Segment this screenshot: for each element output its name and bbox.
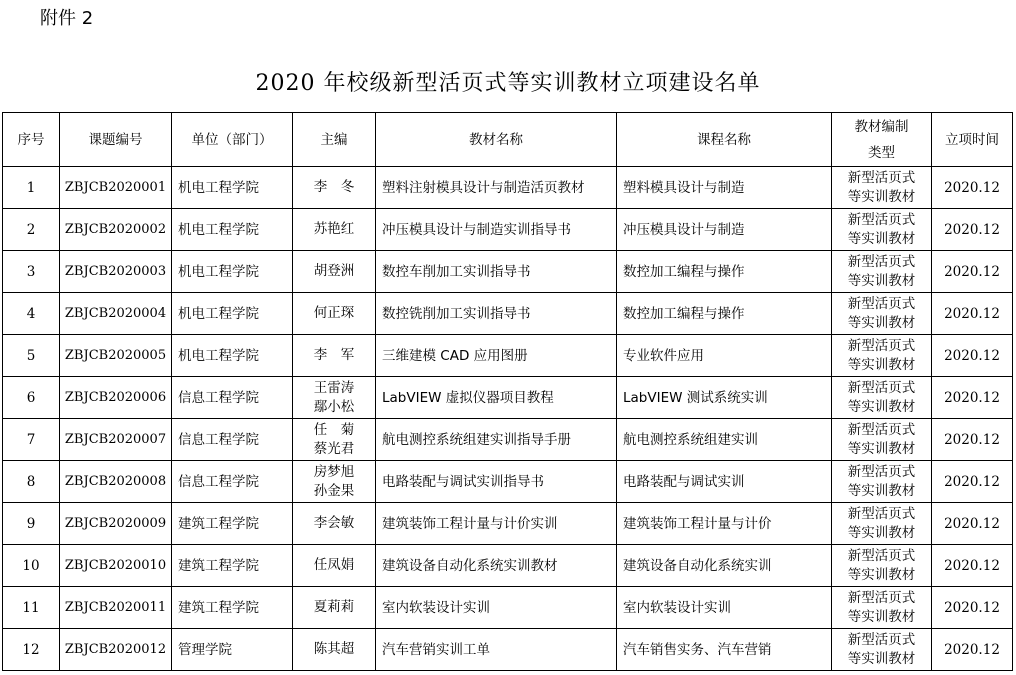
cell-unit: 信息工程学院 <box>172 419 293 461</box>
cell-course-name: LabVIEW 测试系统实训 <box>617 377 832 419</box>
type-line: 等实训教材 <box>847 398 916 415</box>
cell-editor <box>293 461 376 503</box>
table-row <box>3 545 1013 587</box>
cell-unit: 建筑工程学院 <box>172 545 293 587</box>
cell-textbook-name: 室内软装设计实训 <box>376 587 617 629</box>
cell-course-name: 建筑设备自动化系统实训 <box>617 545 832 587</box>
cell-editor <box>293 503 376 545</box>
type-line: 等实训教材 <box>847 188 916 205</box>
cell-project-code: ZBJCB2020007 <box>60 419 172 461</box>
cell-project-code: ZBJCB2020011 <box>60 587 172 629</box>
cell-textbook-type <box>832 167 932 209</box>
table-row <box>3 167 1013 209</box>
cell-course-name: 专业软件应用 <box>617 335 832 377</box>
editor-name: 陈其超 <box>313 641 355 657</box>
cell-index: 5 <box>3 335 60 377</box>
table-row <box>3 503 1013 545</box>
cell-index: 4 <box>3 293 60 335</box>
type-line: 新型活页式 <box>847 589 916 606</box>
cell-unit: 机电工程学院 <box>172 335 293 377</box>
cell-project-code: ZBJCB2020006 <box>60 377 172 419</box>
type-line: 等实训教材 <box>847 566 916 583</box>
type-line: 新型活页式 <box>847 421 916 438</box>
editor-name: 苏艳红 <box>313 221 355 237</box>
header-type-line2: 类型 <box>868 144 895 161</box>
type-line: 等实训教材 <box>847 230 916 247</box>
cell-project-code: ZBJCB2020012 <box>60 629 172 671</box>
editor-name: 李 军 <box>313 347 355 363</box>
cell-approval-time: 2020.12 <box>932 377 1013 419</box>
type-line: 新型活页式 <box>847 211 916 228</box>
cell-approval-time: 2020.12 <box>932 503 1013 545</box>
header-course: 课程名称 <box>617 113 832 167</box>
project-table <box>2 112 1013 671</box>
cell-textbook-name: 冲压模具设计与制造实训指导书 <box>376 209 617 251</box>
cell-editor <box>293 209 376 251</box>
table-row <box>3 209 1013 251</box>
cell-project-code: ZBJCB2020009 <box>60 503 172 545</box>
header-editor: 主编 <box>293 113 376 167</box>
cell-index: 3 <box>3 251 60 293</box>
cell-approval-time: 2020.12 <box>932 629 1013 671</box>
type-line: 新型活页式 <box>847 337 916 354</box>
cell-approval-time: 2020.12 <box>932 209 1013 251</box>
type-line: 新型活页式 <box>847 631 916 648</box>
cell-course-name: 数控加工编程与操作 <box>617 251 832 293</box>
cell-textbook-name: LabVIEW 虚拟仪器项目教程 <box>376 377 617 419</box>
cell-textbook-name: 建筑设备自动化系统实训教材 <box>376 545 617 587</box>
table-row <box>3 587 1013 629</box>
type-line: 新型活页式 <box>847 547 916 564</box>
header-type-line1: 教材编制 <box>854 118 909 135</box>
document-title: 2020 年校级新型活页式等实训教材立项建设名单 <box>255 71 761 96</box>
cell-unit: 机电工程学院 <box>172 251 293 293</box>
cell-textbook-type <box>832 251 932 293</box>
type-line: 等实训教材 <box>847 608 916 625</box>
editor-name: 王雷涛 <box>313 379 355 396</box>
cell-unit: 机电工程学院 <box>172 209 293 251</box>
cell-index: 9 <box>3 503 60 545</box>
table-row <box>3 629 1013 671</box>
cell-course-name: 汽车销售实务、汽车营销 <box>617 629 832 671</box>
type-line: 新型活页式 <box>847 463 916 480</box>
cell-editor <box>293 419 376 461</box>
cell-project-code: ZBJCB2020010 <box>60 545 172 587</box>
cell-editor <box>293 293 376 335</box>
cell-unit: 信息工程学院 <box>172 461 293 503</box>
table-header-row <box>3 113 1013 167</box>
cell-unit: 建筑工程学院 <box>172 503 293 545</box>
cell-project-code: ZBJCB2020003 <box>60 251 172 293</box>
cell-editor <box>293 335 376 377</box>
type-line: 等实训教材 <box>847 314 916 331</box>
type-line: 新型活页式 <box>847 379 916 396</box>
cell-editor <box>293 545 376 587</box>
cell-index: 12 <box>3 629 60 671</box>
editor-name: 李 冬 <box>313 179 355 195</box>
cell-textbook-type <box>832 545 932 587</box>
editor-name: 夏莉莉 <box>313 599 355 615</box>
cell-approval-time: 2020.12 <box>932 419 1013 461</box>
cell-course-name: 室内软装设计实训 <box>617 587 832 629</box>
cell-unit: 机电工程学院 <box>172 167 293 209</box>
cell-project-code: ZBJCB2020008 <box>60 461 172 503</box>
cell-textbook-type <box>832 503 932 545</box>
cell-textbook-type <box>832 629 932 671</box>
cell-textbook-name: 三维建模 CAD 应用图册 <box>376 335 617 377</box>
cell-textbook-type <box>832 209 932 251</box>
cell-approval-time: 2020.12 <box>932 293 1013 335</box>
cell-editor <box>293 377 376 419</box>
cell-editor <box>293 587 376 629</box>
editor-name: 何正琛 <box>313 305 355 321</box>
cell-textbook-name: 数控车削加工实训指导书 <box>376 251 617 293</box>
header-type <box>832 113 932 167</box>
cell-textbook-type <box>832 587 932 629</box>
table-row <box>3 419 1013 461</box>
cell-editor <box>293 167 376 209</box>
cell-course-name: 冲压模具设计与制造 <box>617 209 832 251</box>
cell-textbook-name: 数控铣削加工实训指导书 <box>376 293 617 335</box>
cell-approval-time: 2020.12 <box>932 335 1013 377</box>
cell-course-name: 电路装配与调试实训 <box>617 461 832 503</box>
cell-unit: 建筑工程学院 <box>172 587 293 629</box>
cell-approval-time: 2020.12 <box>932 545 1013 587</box>
type-line: 新型活页式 <box>847 169 916 186</box>
cell-textbook-type <box>832 377 932 419</box>
editor-name: 任 菊 <box>313 421 355 438</box>
editor-name: 孙金果 <box>313 482 355 499</box>
cell-textbook-name: 建筑装饰工程计量与计价实训 <box>376 503 617 545</box>
type-line: 新型活页式 <box>847 295 916 312</box>
header-code: 课题编号 <box>60 113 172 167</box>
cell-approval-time: 2020.12 <box>932 167 1013 209</box>
cell-unit: 信息工程学院 <box>172 377 293 419</box>
cell-course-name: 建筑装饰工程计量与计价 <box>617 503 832 545</box>
cell-index: 7 <box>3 419 60 461</box>
header-unit: 单位（部门） <box>172 113 293 167</box>
type-line: 新型活页式 <box>847 505 916 522</box>
table-row <box>3 293 1013 335</box>
cell-course-name: 塑料模具设计与制造 <box>617 167 832 209</box>
type-line: 等实训教材 <box>847 356 916 373</box>
table-row <box>3 461 1013 503</box>
type-line: 等实训教材 <box>847 440 916 457</box>
type-line: 新型活页式 <box>847 253 916 270</box>
editor-name: 任凤娟 <box>313 557 355 573</box>
cell-index: 6 <box>3 377 60 419</box>
cell-textbook-type <box>832 419 932 461</box>
header-index: 序号 <box>3 113 60 167</box>
cell-textbook-name: 塑料注射模具设计与制造活页教材 <box>376 167 617 209</box>
table-row <box>3 251 1013 293</box>
cell-approval-time: 2020.12 <box>932 587 1013 629</box>
cell-unit: 机电工程学院 <box>172 293 293 335</box>
cell-course-name: 数控加工编程与操作 <box>617 293 832 335</box>
cell-approval-time: 2020.12 <box>932 461 1013 503</box>
cell-project-code: ZBJCB2020002 <box>60 209 172 251</box>
table-row <box>3 377 1013 419</box>
type-line: 等实训教材 <box>847 272 916 289</box>
editor-name: 鄢小松 <box>313 398 355 415</box>
cell-textbook-type <box>832 293 932 335</box>
cell-textbook-type <box>832 461 932 503</box>
attachment-label: 附件 2 <box>40 8 94 29</box>
cell-textbook-name: 汽车营销实训工单 <box>376 629 617 671</box>
cell-editor <box>293 629 376 671</box>
cell-index: 8 <box>3 461 60 503</box>
cell-editor <box>293 251 376 293</box>
cell-project-code: ZBJCB2020005 <box>60 335 172 377</box>
header-textbook: 教材名称 <box>376 113 617 167</box>
type-line: 等实训教材 <box>847 482 916 499</box>
editor-name: 胡登洲 <box>313 263 355 279</box>
cell-textbook-type <box>832 335 932 377</box>
cell-project-code: ZBJCB2020001 <box>60 167 172 209</box>
cell-textbook-name: 电路装配与调试实训指导书 <box>376 461 617 503</box>
cell-index: 10 <box>3 545 60 587</box>
cell-course-name: 航电测控系统组建实训 <box>617 419 832 461</box>
table-row <box>3 335 1013 377</box>
cell-index: 11 <box>3 587 60 629</box>
cell-textbook-name: 航电测控系统组建实训指导手册 <box>376 419 617 461</box>
type-line: 等实训教材 <box>847 650 916 667</box>
editor-name: 李会敏 <box>313 515 355 531</box>
editor-name: 蔡光君 <box>313 440 355 457</box>
cell-index: 1 <box>3 167 60 209</box>
cell-unit: 管理学院 <box>172 629 293 671</box>
cell-approval-time: 2020.12 <box>932 251 1013 293</box>
editor-name: 房梦旭 <box>313 463 355 480</box>
type-line: 等实训教材 <box>847 524 916 541</box>
header-time: 立项时间 <box>932 113 1013 167</box>
cell-index: 2 <box>3 209 60 251</box>
cell-project-code: ZBJCB2020004 <box>60 293 172 335</box>
